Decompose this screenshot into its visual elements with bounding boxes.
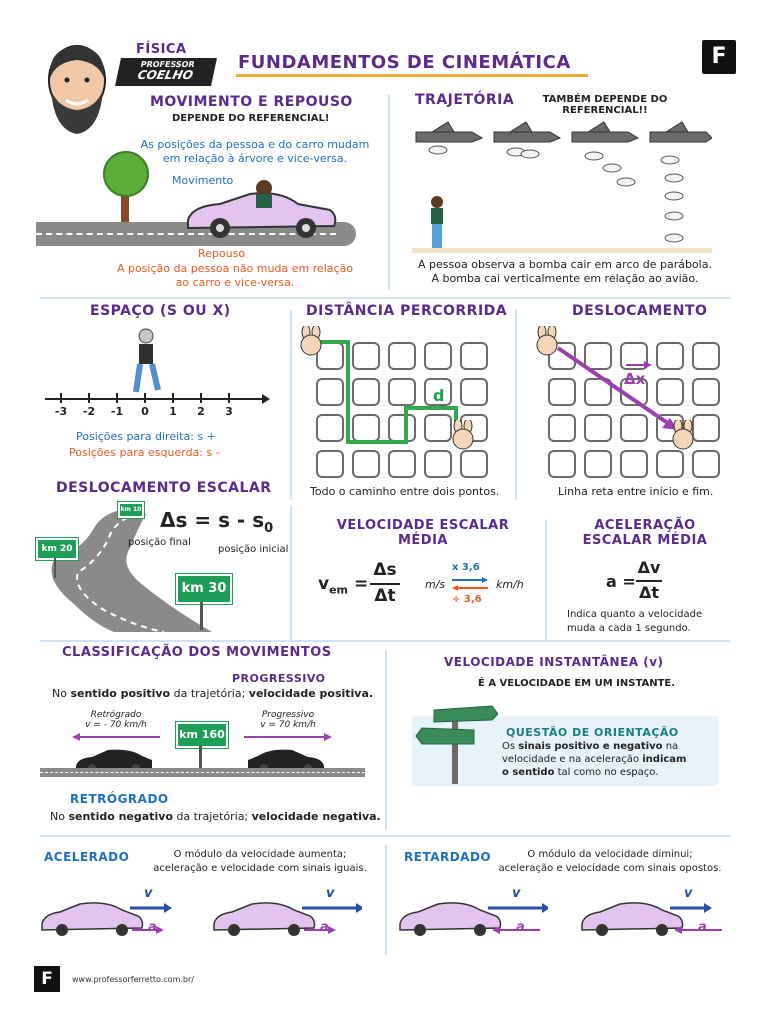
number-line-tick-label: 2 bbox=[197, 405, 205, 418]
number-line-tick-label: -1 bbox=[110, 405, 124, 418]
dist-title: DISTÂNCIA PERCORRIDA bbox=[306, 303, 508, 319]
number-line-tick-label: -3 bbox=[54, 405, 68, 418]
footer-url[interactable]: www.professorferretto.com.br/ bbox=[72, 975, 194, 984]
vel-num: Δs bbox=[373, 560, 397, 580]
traj-desc bbox=[400, 258, 730, 286]
acel-den: Δt bbox=[638, 583, 660, 602]
vel-den: Δt bbox=[374, 586, 396, 606]
retro-arrow-icon bbox=[70, 732, 160, 742]
airplanes-bombs-illustration bbox=[412, 120, 712, 255]
rabbit-end-icon bbox=[668, 420, 698, 450]
class-road-dashes bbox=[40, 772, 365, 773]
mov-desc bbox=[140, 138, 370, 166]
acel-desc-line1: Indica quanto a velocidade bbox=[567, 609, 703, 620]
car-with-person-icon bbox=[180, 180, 340, 242]
acel-title-line2: ESCALAR MÉDIA bbox=[582, 533, 708, 548]
retardado-desc: O módulo da velocidade diminui; aceleração e velocidade com sinais opostos. bbox=[498, 849, 722, 874]
km10-sign: km 10 bbox=[118, 502, 144, 518]
escalar-formula-main: Δs = s - s bbox=[160, 508, 265, 532]
espaco-right: Posições para direita: s + bbox=[76, 430, 216, 443]
acel-num: Δv bbox=[637, 558, 661, 577]
number-line-ticks bbox=[52, 393, 252, 423]
mov-desc-line1: As posições da pessoa e do carro mudam bbox=[140, 138, 370, 151]
acelerado-desc: O módulo da velocidade aumenta; aceleração e velocidade com sinais iguais. bbox=[153, 849, 367, 874]
prog-title: PROGRESSIVO bbox=[232, 672, 326, 685]
inst-title: VELOCIDADE INSTANTÂNEA (v) bbox=[444, 655, 664, 669]
separator bbox=[40, 297, 730, 299]
acel-desc bbox=[567, 608, 702, 636]
number-line-tick bbox=[144, 393, 146, 403]
separator bbox=[385, 845, 387, 955]
km20-sign: km 20 bbox=[36, 538, 78, 560]
dist-caption: Todo o caminho entre dois pontos. bbox=[310, 485, 500, 498]
prog-desc: No sentido positivo da trajetória; velocidade positiva. bbox=[52, 687, 374, 700]
km20-sign-post bbox=[54, 558, 56, 578]
vel-title-line2: MÉDIA bbox=[397, 533, 448, 548]
separator bbox=[290, 505, 292, 640]
acceleration-label: a bbox=[148, 920, 157, 935]
mov-subtitle: DEPENDE DO REFERENCIAL! bbox=[172, 113, 330, 124]
escalar-formula-sub: 0 bbox=[264, 521, 274, 536]
traj-note bbox=[530, 94, 680, 116]
traj-desc-line1: A pessoa observa a bomba cair em arco de parábola. bbox=[418, 258, 712, 271]
car-vector-diagram bbox=[40, 886, 190, 940]
traj-note-line1: TAMBÉM DEPENDE DO bbox=[542, 94, 668, 105]
km30-sign-post bbox=[200, 602, 203, 630]
question-text: Os sinais positivo e negativo na velocidade e na aceleração indicam o sentido tal como no espaço. bbox=[502, 741, 687, 778]
posicao-inicial: posição inicial bbox=[218, 544, 289, 555]
traj-note-line2: REFERENCIAL!! bbox=[562, 105, 648, 116]
prog-arrow-icon bbox=[244, 732, 334, 742]
desl-caption: Linha reta entre início e fim. bbox=[558, 485, 714, 498]
dist-d-label: d bbox=[433, 386, 445, 405]
person-observer-icon bbox=[426, 196, 448, 250]
number-line-tick-label: 1 bbox=[169, 405, 177, 418]
acceleration-label: a bbox=[320, 920, 329, 935]
number-line-arrow bbox=[262, 394, 270, 404]
title-underline bbox=[236, 74, 588, 77]
number-line-tick-label: 0 bbox=[141, 405, 149, 418]
number-line-tick-label: -2 bbox=[82, 405, 96, 418]
rabbit-start-icon bbox=[532, 326, 562, 356]
badge-line1: PROFESSOR bbox=[139, 60, 196, 69]
acelerado-title: ACELERADO bbox=[44, 850, 130, 864]
velocity-label: v bbox=[684, 886, 693, 901]
number-line-tick bbox=[60, 393, 62, 403]
rabbit-end-icon bbox=[448, 420, 478, 450]
car-vector-diagram bbox=[580, 886, 730, 940]
vel-title-line1: VELOCIDADE ESCALAR bbox=[336, 518, 510, 533]
professor-portrait bbox=[38, 38, 116, 138]
number-line-tick bbox=[172, 393, 174, 403]
velocity-label: v bbox=[144, 886, 153, 901]
acceleration-label: a bbox=[516, 920, 525, 935]
vel-lhs: $v_{em}$ = bbox=[318, 574, 369, 597]
separator bbox=[40, 640, 730, 642]
car-vector-diagram bbox=[398, 886, 548, 940]
number-line-tick bbox=[116, 393, 118, 403]
acel-formula bbox=[606, 558, 686, 608]
vel-formula bbox=[318, 560, 418, 610]
car-vector-diagram bbox=[212, 886, 362, 940]
signpost-icon bbox=[414, 700, 498, 786]
unit-left: m/s bbox=[425, 578, 446, 591]
velocity-label: v bbox=[326, 886, 335, 901]
escalar-formula bbox=[160, 508, 273, 536]
acceleration-label: a bbox=[698, 920, 707, 935]
traj-desc-line2: A bomba cai verticalmente em relação ao avião. bbox=[431, 272, 699, 285]
repouso-desc-line1: A posição da pessoa não muda em relação bbox=[116, 262, 354, 275]
separator bbox=[385, 650, 387, 830]
professor-portrait-icon bbox=[38, 38, 116, 138]
separator bbox=[388, 95, 390, 290]
separator bbox=[515, 310, 517, 500]
number-line-tick bbox=[88, 393, 90, 403]
acel-desc-line2: muda a cada 1 segundo. bbox=[567, 623, 691, 634]
desl-title: DESLOCAMENTO bbox=[572, 303, 708, 319]
acel-fraction-bar bbox=[636, 580, 662, 582]
repouso-desc bbox=[100, 262, 370, 290]
separator bbox=[290, 310, 292, 500]
mult-label: x 3,6 bbox=[452, 562, 480, 573]
rabbit-start-icon bbox=[296, 326, 326, 356]
espaco-title: ESPAÇO (S OU X) bbox=[90, 303, 231, 319]
retardado-title: RETARDADO bbox=[404, 850, 492, 864]
conversion-arrows-icon bbox=[450, 576, 490, 592]
prog-label: Progressivo v = 70 km/h bbox=[260, 710, 316, 730]
unit-right: km/h bbox=[496, 578, 524, 591]
retro-title: RETRÓGRADO bbox=[70, 792, 169, 806]
vel-fraction-bar bbox=[370, 583, 400, 585]
number-line-tick bbox=[200, 393, 202, 403]
traj-title: TRAJETÓRIA bbox=[415, 92, 515, 108]
class-title: CLASSIFICAÇÃO DOS MOVIMENTOS bbox=[62, 645, 332, 660]
div-label: ÷ 3,6 bbox=[452, 594, 482, 605]
number-line-tick-label: 3 bbox=[225, 405, 233, 418]
km30-sign: km 30 bbox=[176, 574, 232, 604]
badge-line2: COELHO bbox=[136, 68, 195, 82]
separator bbox=[40, 835, 730, 837]
vel-title bbox=[318, 518, 528, 548]
page-title: FUNDAMENTOS DE CINEMÁTICA bbox=[238, 52, 571, 73]
acel-title-line1: ACELERAÇÃO bbox=[594, 518, 696, 533]
retro-label: Retrógrado v = - 70 km/h bbox=[85, 710, 147, 730]
escalar-title: DESLOCAMENTO ESCALAR bbox=[56, 480, 272, 496]
separator bbox=[545, 520, 547, 640]
header-logo: F bbox=[702, 40, 736, 74]
km160-sign: km 160 bbox=[176, 722, 228, 748]
question-title: QUESTÃO DE ORIENTAÇÃO bbox=[506, 726, 679, 739]
subject-label: FÍSICA bbox=[136, 42, 187, 57]
acel-lhs: a = bbox=[606, 572, 636, 591]
desl-label: Δx bbox=[624, 370, 646, 388]
walking-person-icon bbox=[130, 328, 164, 396]
number-line-tick bbox=[228, 393, 230, 403]
inst-desc: É A VELOCIDADE EM UM INSTANTE. bbox=[478, 678, 676, 689]
repouso-desc-line2: ao carro e vice-versa. bbox=[175, 276, 295, 289]
retro-desc: No sentido negativo da trajetória; velocidade negativa. bbox=[50, 810, 381, 823]
tree-icon bbox=[96, 150, 156, 228]
ground-strip bbox=[412, 248, 712, 253]
mov-desc-line2: em relação à árvore e vice-versa. bbox=[162, 152, 348, 165]
acel-title bbox=[560, 518, 730, 548]
movimento-label: Movimento bbox=[172, 174, 234, 187]
mov-title: MOVIMENTO E REPOUSO bbox=[150, 94, 353, 110]
espaco-left: Posições para esquerda: s - bbox=[69, 446, 220, 459]
posicao-final: posição final bbox=[128, 537, 191, 548]
footer-logo: F bbox=[34, 966, 60, 992]
professor-badge bbox=[115, 58, 217, 86]
velocity-label: v bbox=[512, 886, 521, 901]
repouso-label: Repouso bbox=[198, 247, 246, 260]
